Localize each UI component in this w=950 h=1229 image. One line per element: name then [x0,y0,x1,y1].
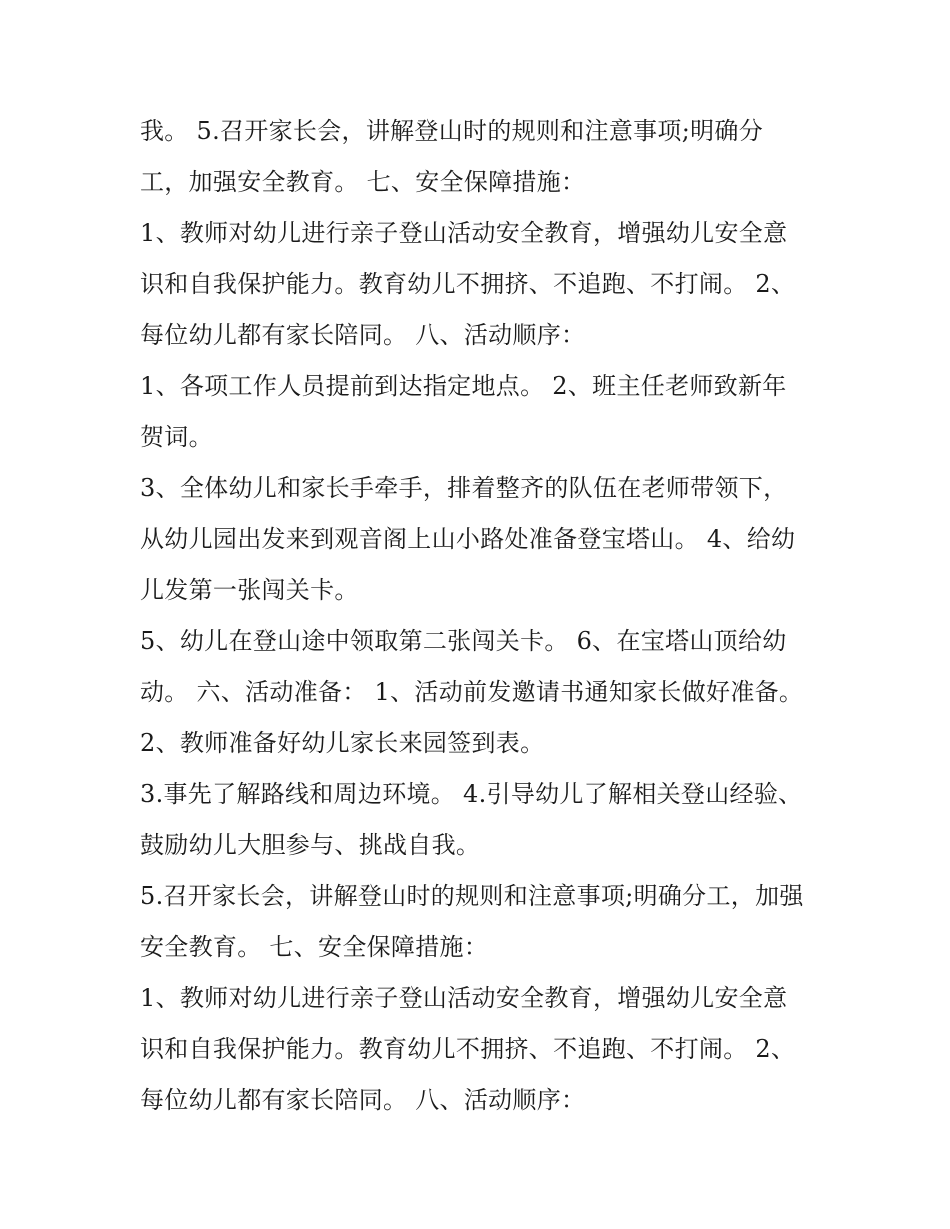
text-line: 1、教师对幼儿进行亲子登山活动安全教育，增强幼儿安全意 [140,984,788,1012]
text-line: 3、全体幼儿和家长手牵手，排着整齐的队伍在老师带领下， [140,474,788,502]
text-line: 5、幼儿在登山途中领取第二张闯关卡。 6、在宝塔山顶给幼 [140,627,787,655]
text-line: 从幼儿园出发来到观音阁上山小路处准备登宝塔山。 4、给幼 [140,525,796,553]
text-line: 儿发第一张闯关卡。 [140,576,359,604]
text-line: 5.召开家长会，讲解登山时的规则和注意事项;明确分工，加强 [140,882,804,910]
text-line: 2、教师准备好幼儿家长来园签到表。 [140,729,545,757]
text-line: 1、教师对幼儿进行亲子登山活动安全教育，增强幼儿安全意 [140,219,788,247]
text-line: 每位幼儿都有家长陪同。 八、活动顺序： [140,1086,586,1114]
document-body [140,106,830,1126]
text-line: 动。 六、活动准备： 1、活动前发邀请书通知家长做好准备。 [140,678,804,706]
text-line: 3.事先了解路线和周边环境。 4.引导幼儿了解相关登山经验、 [140,780,803,808]
text-line: 我。 5.召开家长会，讲解登山时的规则和注意事项;明确分 [140,117,764,145]
text-line: 识和自我保护能力。教育幼儿不拥挤、不追跑、不打闹。 2、 [140,1035,796,1063]
text-line: 1、各项工作人员提前到达指定地点。 2、班主任老师致新年 [140,372,787,400]
text-line: 鼓励幼儿大胆参与、挑战自我。 [140,831,481,859]
text-line: 每位幼儿都有家长陪同。 八、活动顺序： [140,321,586,349]
text-line: 工，加强安全教育。 七、安全保障措施： [140,168,586,196]
text-line: 安全教育。 七、安全保障措施： [140,933,489,961]
text-line: 识和自我保护能力。教育幼儿不拥挤、不追跑、不打闹。 2、 [140,270,796,298]
text-line: 贺词。 [140,423,213,451]
